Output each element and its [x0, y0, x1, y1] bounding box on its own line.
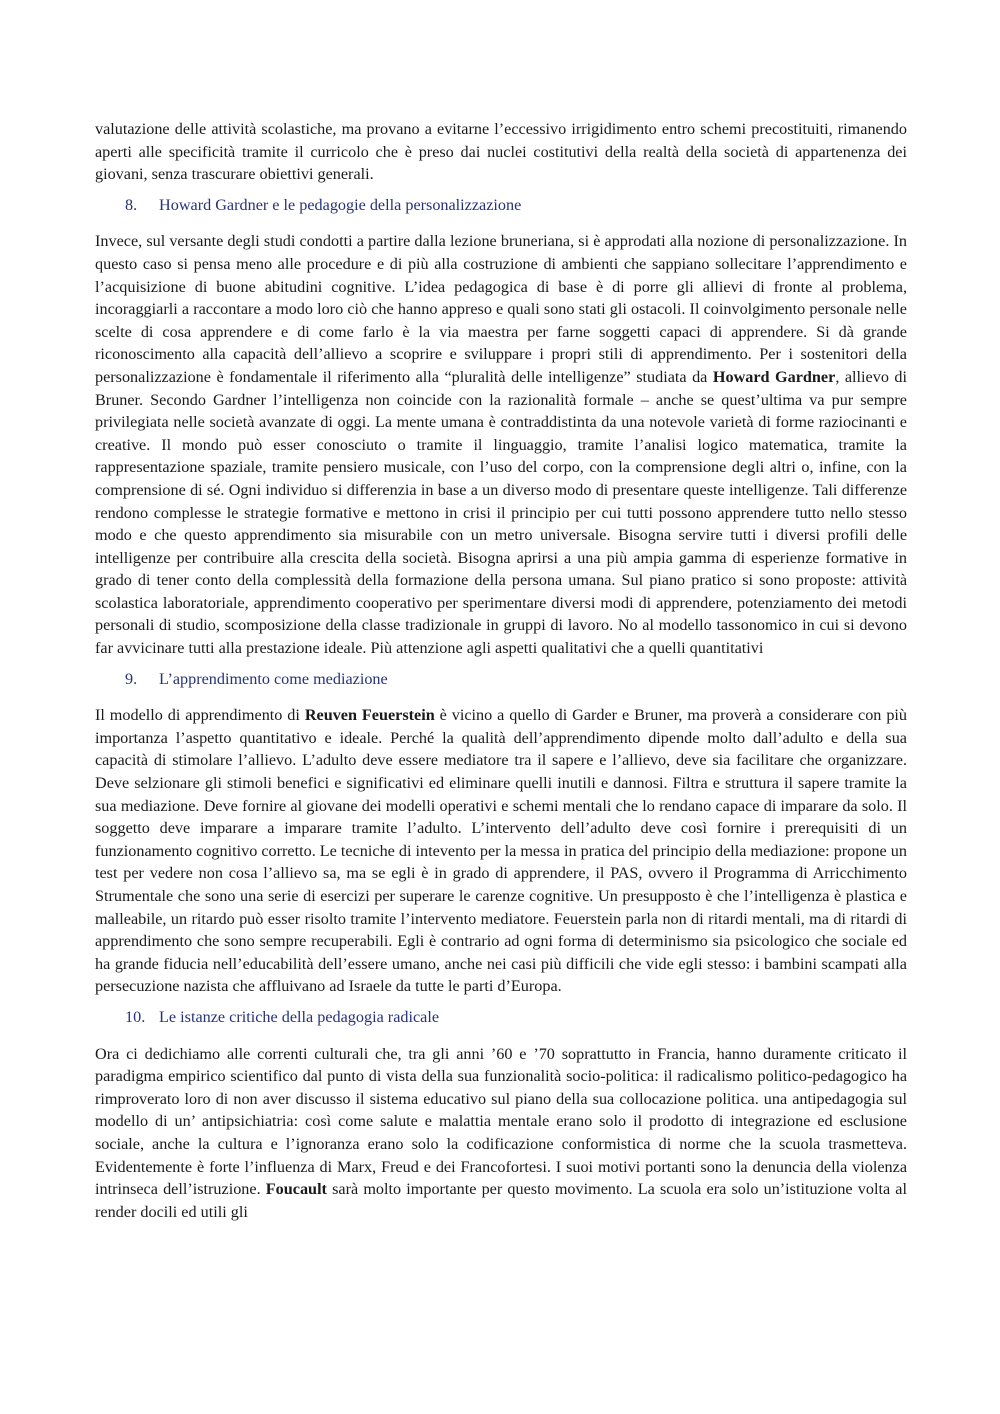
section-number: 9.	[125, 669, 138, 688]
section-number: 8.	[125, 195, 138, 214]
text-run: , allievo di Bruner. Secondo Gardner l’intelligenza non coincide con la razionalità formale – anche se quest’ultima va pur sempre privilegiata nelle società avanzate di oggi. La mente umana è contraddistinta da una notevole varietà di forme raziocinanti e creative. Il mondo può esser conosciuto o tramite il linguaggio, tramite l’analisi logico matematica, tramite la rappresentazione spaziale, tramite pensiero musicale, con l’uso del corpo, con la comprensione degli altri o, infine, con la comprensione di sé. Ogni individuo si differenzia in base a un diverso modo di presentare queste intelligenze. Tali differenze rendono complesse le strategie formative e mettono in crisi il principio per cui tutti possono apprendere tutto nello stesso modo e che questo apprendimento sia misurabile con un metro universale. Bisogna servire tutti i diversi profili delle intelligenze per contribuire alla crescita della società. Bisogna aprirsi a una più ampia gamma di esperienze formative in grado di tener conto della complessità della formazione della persona umana. Sul piano pratico si sono proposte: attività scolastica laboratoriale, apprendimento cooperativo per sperimentare diversi modi di apprendere, potenziamento dei metodi personali di studio, scomposizione della classe tradizionale in gruppi di lavoro. No al modello tassonomico in cui si devono far avvicinare tutti alla prestazione ideale. Più attenzione agli aspetti qualitativi che a quelli quantitativi	[95, 367, 908, 658]
text-run: Il modello di apprendimento di	[95, 706, 305, 725]
bold-name: Howard Gardner	[712, 367, 836, 386]
section-title: L’apprendimento come mediazione	[159, 669, 388, 688]
bold-name: Foucault	[265, 1180, 327, 1199]
section-heading-8	[95, 194, 907, 217]
paragraph-feuerstein	[95, 704, 907, 998]
document-page	[95, 118, 907, 1231]
section-number: 10.	[125, 1007, 146, 1026]
paragraph-intro: valutazione delle attività scolastiche, ma provano a evitarne l’eccessivo irrigidimento entro schemi precostituiti, rimanendo aperti alle specificità tramite il curricolo che è preso dai nuclei costitutivi della realtà della società di appartenenza dei giovani, senza trascurare obiettivi generali.	[95, 120, 907, 184]
section-heading-9	[95, 668, 907, 691]
text-run: sarà molto importante per questo movimento. La scuola era solo un’istituzione volta al render docili ed utili gli	[95, 1180, 907, 1221]
section-title: Le istanze critiche della pedagogia radicale	[159, 1007, 440, 1026]
paragraph-gardner	[95, 230, 907, 659]
bold-name: Reuven Feuerstein	[304, 706, 435, 725]
section-title: Howard Gardner e le pedagogie della personalizzazione	[159, 195, 522, 214]
paragraph-radical	[95, 1043, 907, 1224]
text-run: Invece, sul versante degli studi condotti a partire dalla lezione bruneriana, si è approdati alla nozione di personalizzazione. In questo caso si pensa meno alle procedure e di più alla costruzione di ambienti che sappiano sollecitare l’apprendimento e l’acquisizione di buone abitudini cognitive. L’idea pedagogica di base è di porre gli allievi di fronte al problema, incoraggiarli a raccontare a modo loro ciò che hanno appreso e quali sono stati gli ostacoli. Il coinvolgimento personale nelle scelte di cosa apprendere e di come farlo è la via maestra per farne soggetti capaci di apprendere. Si dà grande riconoscimento alla capacità dell’allievo a scoprire e sviluppare i propri stili di apprendimento. Per i sostenitori della personalizzazione è fondamentale il riferimento alla “pluralità delle intelligenze” studiata da	[95, 232, 907, 386]
text-run: Ora ci dedichiamo alle correnti culturali che, tra gli anni ’60 e ’70 soprattutto in Francia, hanno duramente criticato il paradigma empirico scientifico dal punto di vista della sua funzionalità socio-politica: il radicalismo politico-pedagogico ha rimproverato loro di non aver discusso il sistema educativo sul piano della sua collocazione politica. una antipedagogia sul modello di un’ antipsichiatria: così come salute e malattia mentale erano solo il prodotto di integrazione ed esclusione sociale, anche la cultura e l’ignoranza erano solo la codificazione conformistica di norme che la scuola trasmetteva. Evidentemente è forte l’influenza di Marx, Freud e dei Francofortesi. I suoi motivi portanti sono la denuncia della violenza intrinseca dell’istruzione.	[95, 1044, 907, 1199]
text-run: è vicino a quello di Garder e Bruner, ma proverà a considerare con più importanza l’aspetto quantitativo e ideale. Perché la qualità dell’apprendimento dipende molto dall’adulto e della sua capacità di stimolare l’allievo. L’adulto deve essere mediatore tra il sapere e l’allievo, deve sia facilitare che organizzare. Deve selzionare gli stimoli benefici e significativi ed eliminare quelli inutili e dannosi. Filtra e struttura il sapere tramite la sua mediazione. Deve fornire al giovane dei modelli operativi e schemi mentali che lo rendano capace di imparare da solo. Il soggetto deve imparare a imparare tramite l’adulto. L’intervento dell’adulto deve così fornire i prerequisiti di un funzionamento cognitivo corretto. Le tecniche di intevento per la messa in pratica del principio della mediazione: propone un test per vedere non cosa l’allievo sa, ma se egli è in grado di apprendere, il PAS, ovvero il Programma di Arricchimento Strumentale che sono una serie di esercizi per superare le carenze cognitive. Un presupposto è che l’intelligenza è plastica e malleabile, un ritardo può esser risolto tramite l’intervento mediatore. Feuerstein parla non di ritardi mentali, ma di ritardi di apprendimento che sono sempre recuperabili. Egli è contrario ad ogni forma di determinismo sia psicologico che sociale ed ha grande fiducia nell’educabilità dell’essere umano, anche nei casi più difficili che vide egli stesso: i bambini scampati alla persecuzione nazista che affluivano ad Israele da tutte le parti d’Europa.	[95, 706, 908, 996]
section-heading-10	[95, 1006, 907, 1029]
